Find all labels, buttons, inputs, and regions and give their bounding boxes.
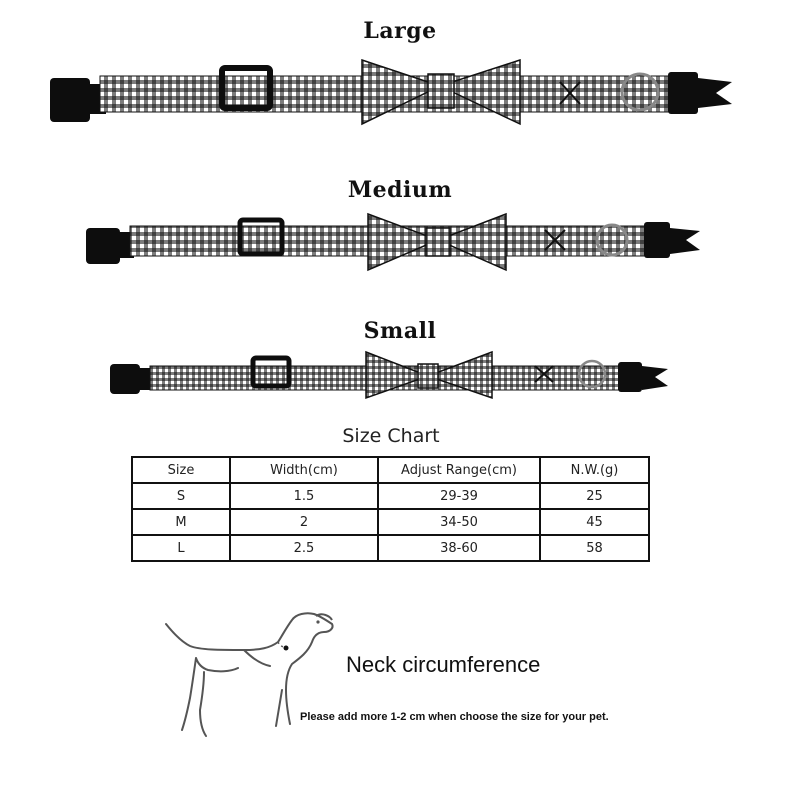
table-cell: 38-60 <box>378 535 540 561</box>
buckle-female-medium <box>86 228 120 264</box>
table-cell: S <box>132 483 230 509</box>
table-cell: M <box>132 509 230 535</box>
size-label-medium: Medium <box>347 177 453 203</box>
table-cell: 29-39 <box>378 483 540 509</box>
table-cell: 25 <box>540 483 649 509</box>
buckle-male-small <box>618 362 642 392</box>
table-cell: 1.5 <box>230 483 378 509</box>
size-chart-table <box>131 456 650 562</box>
buckle-male-medium <box>644 222 670 258</box>
size-chart-title: Size Chart <box>342 425 440 447</box>
collar-large <box>50 60 732 124</box>
table-row <box>132 535 649 561</box>
neck-size-note: Please add more 1-2 cm when choose the size for your pet. <box>300 711 609 723</box>
table-header-cell: Adjust Range(cm) <box>378 457 540 483</box>
table-cell: 2 <box>230 509 378 535</box>
table-header-row <box>132 457 649 483</box>
table-cell: 45 <box>540 509 649 535</box>
table-cell: 34-50 <box>378 509 540 535</box>
size-label-small: Small <box>363 318 437 344</box>
buckle-female-small <box>110 364 140 394</box>
neck-circumference-title: Neck circumference <box>346 652 541 677</box>
buckle-male-large <box>668 72 698 114</box>
collar-small <box>110 352 668 398</box>
dog-outline-icon <box>160 606 340 746</box>
collar-dot-icon <box>284 646 289 651</box>
table-row <box>132 509 649 535</box>
table-row <box>132 483 649 509</box>
table-header-cell: Width(cm) <box>230 457 378 483</box>
size-label-large: Large <box>363 18 437 44</box>
table-cell: L <box>132 535 230 561</box>
collar-medium <box>86 214 700 270</box>
table-cell: 58 <box>540 535 649 561</box>
table-header-cell: N.W.(g) <box>540 457 649 483</box>
table-header-cell: Size <box>132 457 230 483</box>
table-cell: 2.5 <box>230 535 378 561</box>
